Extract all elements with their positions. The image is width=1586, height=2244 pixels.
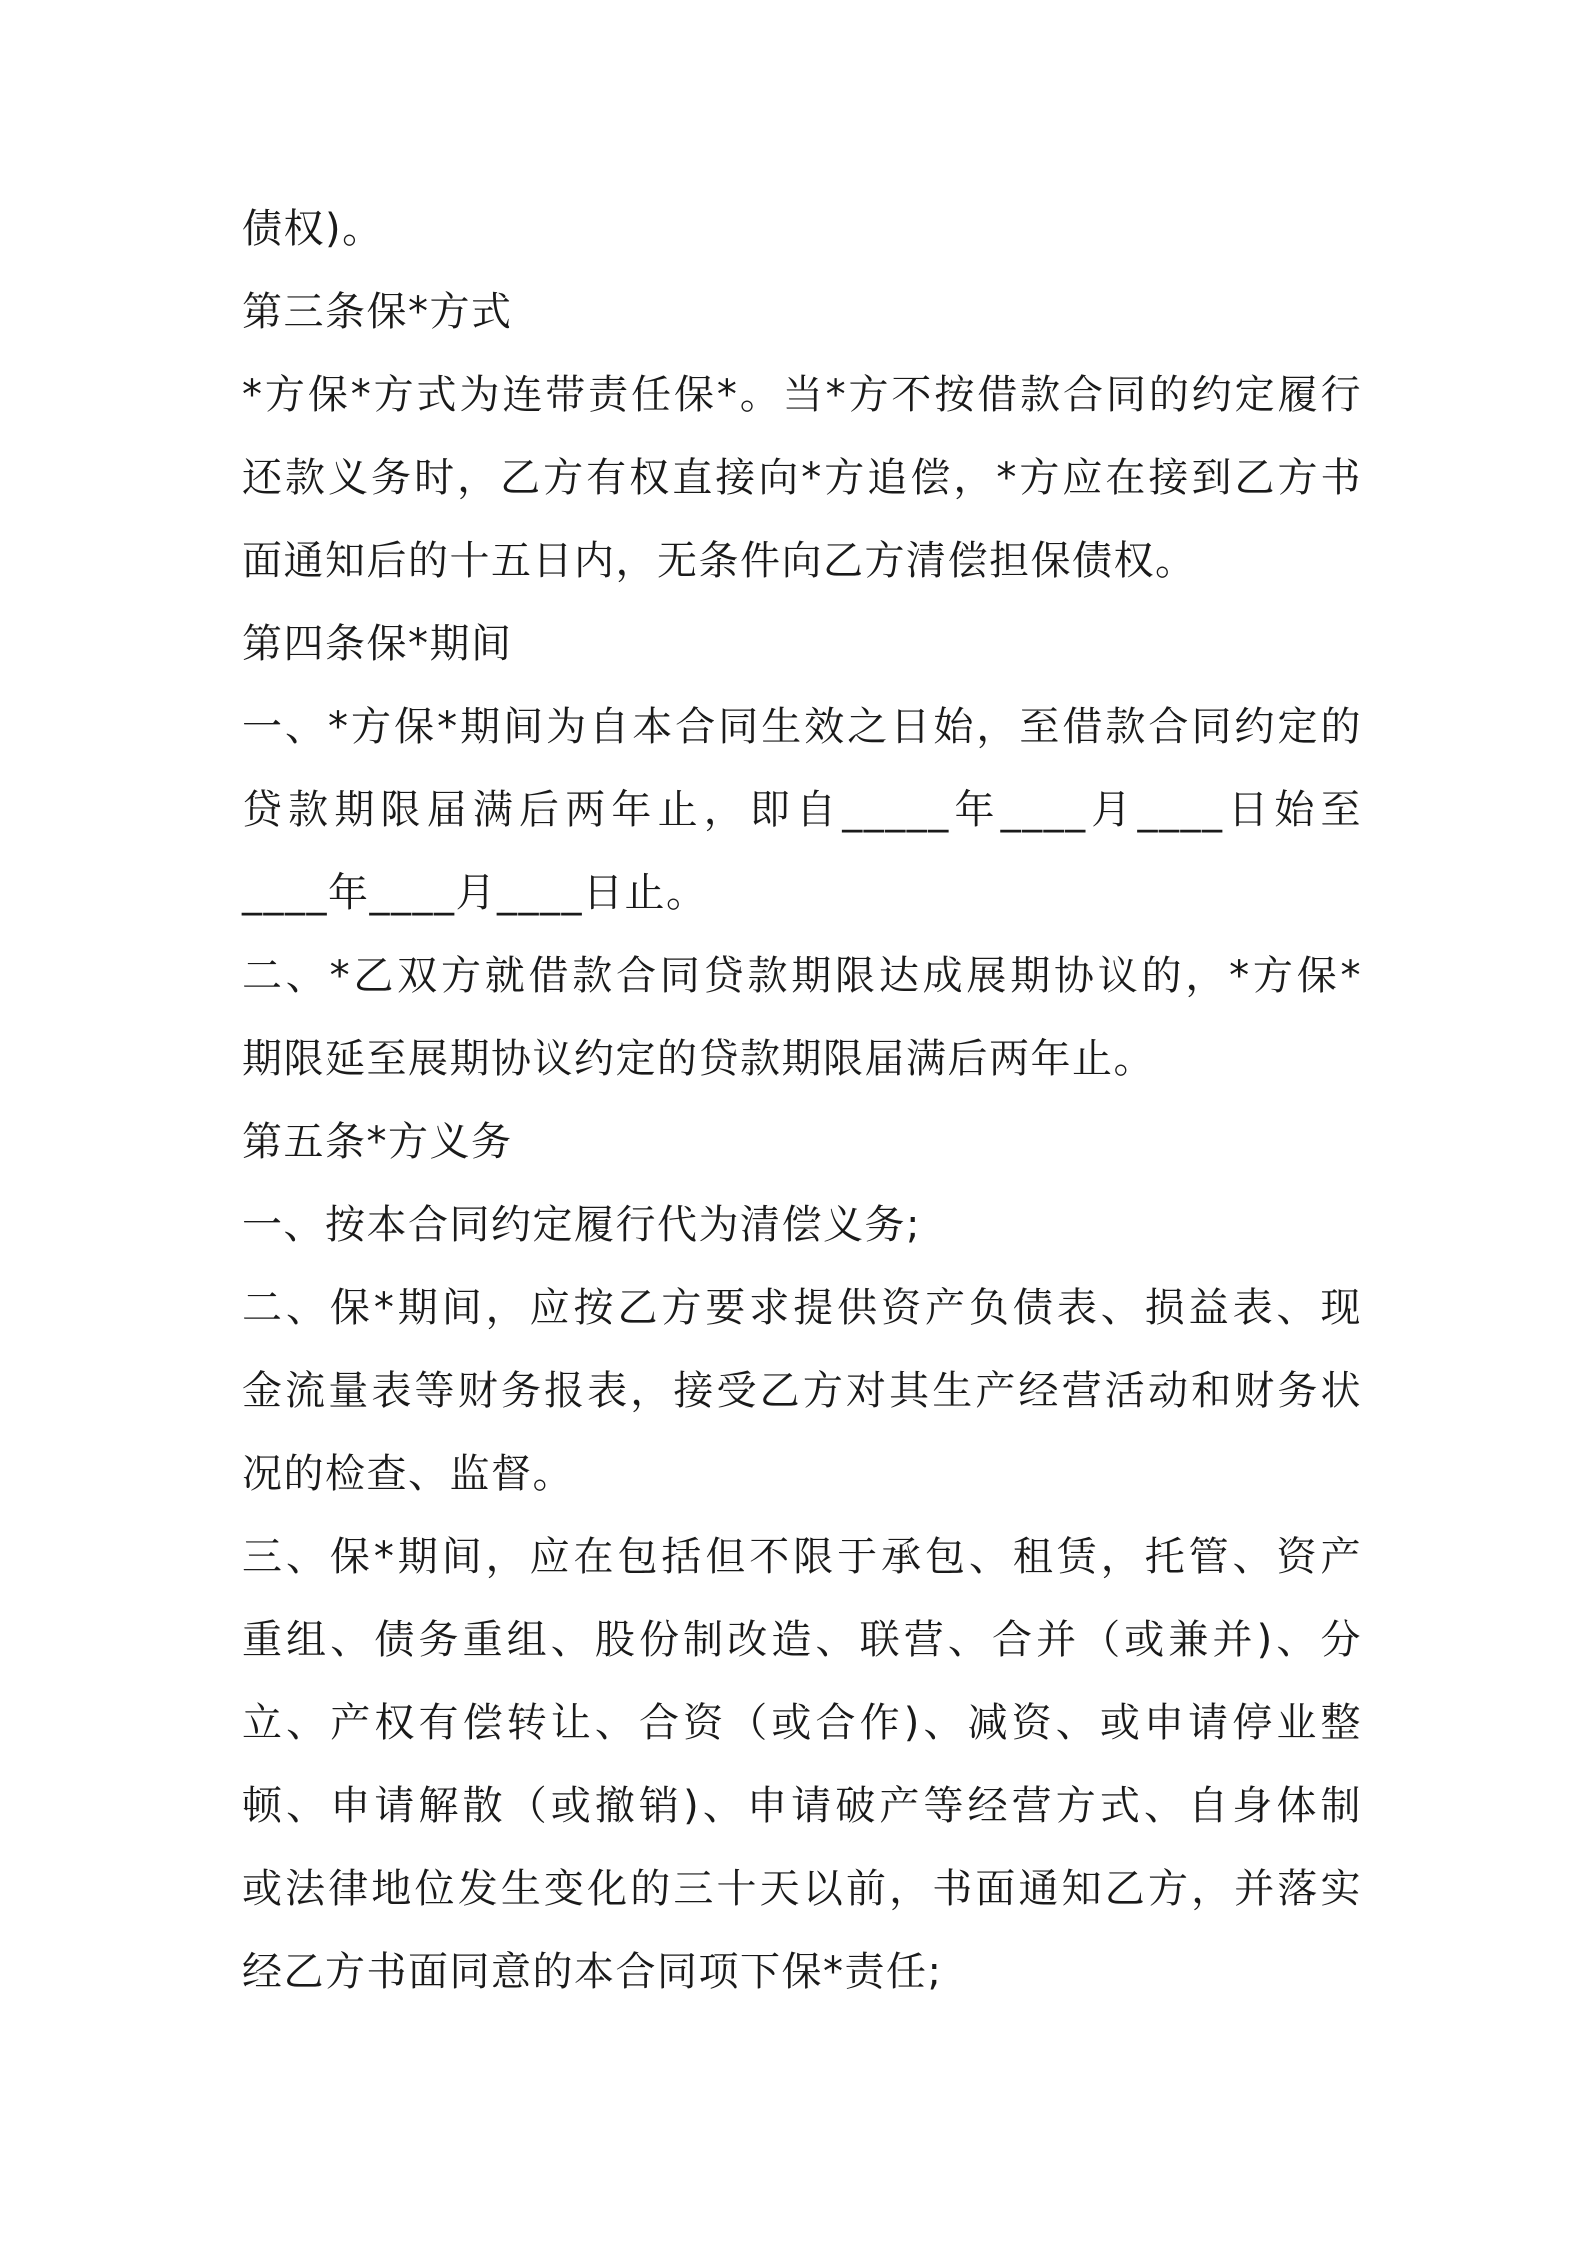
text-line: 立、产权有偿转让、合资（或合作)、减资、或申请停业整	[242, 1700, 1362, 1746]
text-line: 金流量表等财务报表，接受乙方对其生产经营活动和财务状	[242, 1368, 1362, 1414]
text-line: 债权)。	[242, 206, 384, 252]
text-line: 还款义务时，乙方有权直接向*方追偿，*方应在接到乙方书	[242, 455, 1362, 501]
text-line: 面通知后的十五日内，无条件向乙方清偿担保债权。	[242, 538, 1197, 584]
text-line: 贷款期限届满后两年止，即自_____年____月____日始至	[242, 787, 1362, 833]
text-line: *方保*方式为连带责任保*。当*方不按借款合同的约定履行	[242, 372, 1362, 418]
document-body	[242, 188, 1362, 2014]
section-heading: 第五条*方义务	[242, 1119, 513, 1165]
text-line: 重组、债务重组、股份制改造、联营、合并（或兼并)、分	[242, 1617, 1362, 1663]
section-heading: 第三条保*方式	[242, 289, 513, 335]
text-line: 顿、申请解散（或撤销)、申请破产等经营方式、自身体制	[242, 1783, 1362, 1829]
text-line: 一、*方保*期间为自本合同生效之日始，至借款合同约定的	[242, 704, 1362, 750]
text-line: 况的检查、监督。	[242, 1451, 574, 1497]
text-line: 二、*乙双方就借款合同贷款期限达成展期协议的，*方保*	[242, 953, 1362, 999]
text-line: 三、保*期间，应在包括但不限于承包、租赁，托管、资产	[242, 1534, 1362, 1580]
text-line: 或法律地位发生变化的三十天以前，书面通知乙方，并落实	[242, 1866, 1362, 1912]
text-line: 经乙方书面同意的本合同项下保*责任;	[242, 1949, 943, 1995]
section-heading: 第四条保*期间	[242, 621, 513, 667]
text-line: 二、保*期间，应按乙方要求提供资产负债表、损益表、现	[242, 1285, 1362, 1331]
text-line: ____年____月____日止。	[242, 870, 708, 916]
text-line: 期限延至展期协议约定的贷款期限届满后两年止。	[242, 1036, 1155, 1082]
text-line: 一、按本合同约定履行代为清偿义务;	[242, 1202, 921, 1248]
